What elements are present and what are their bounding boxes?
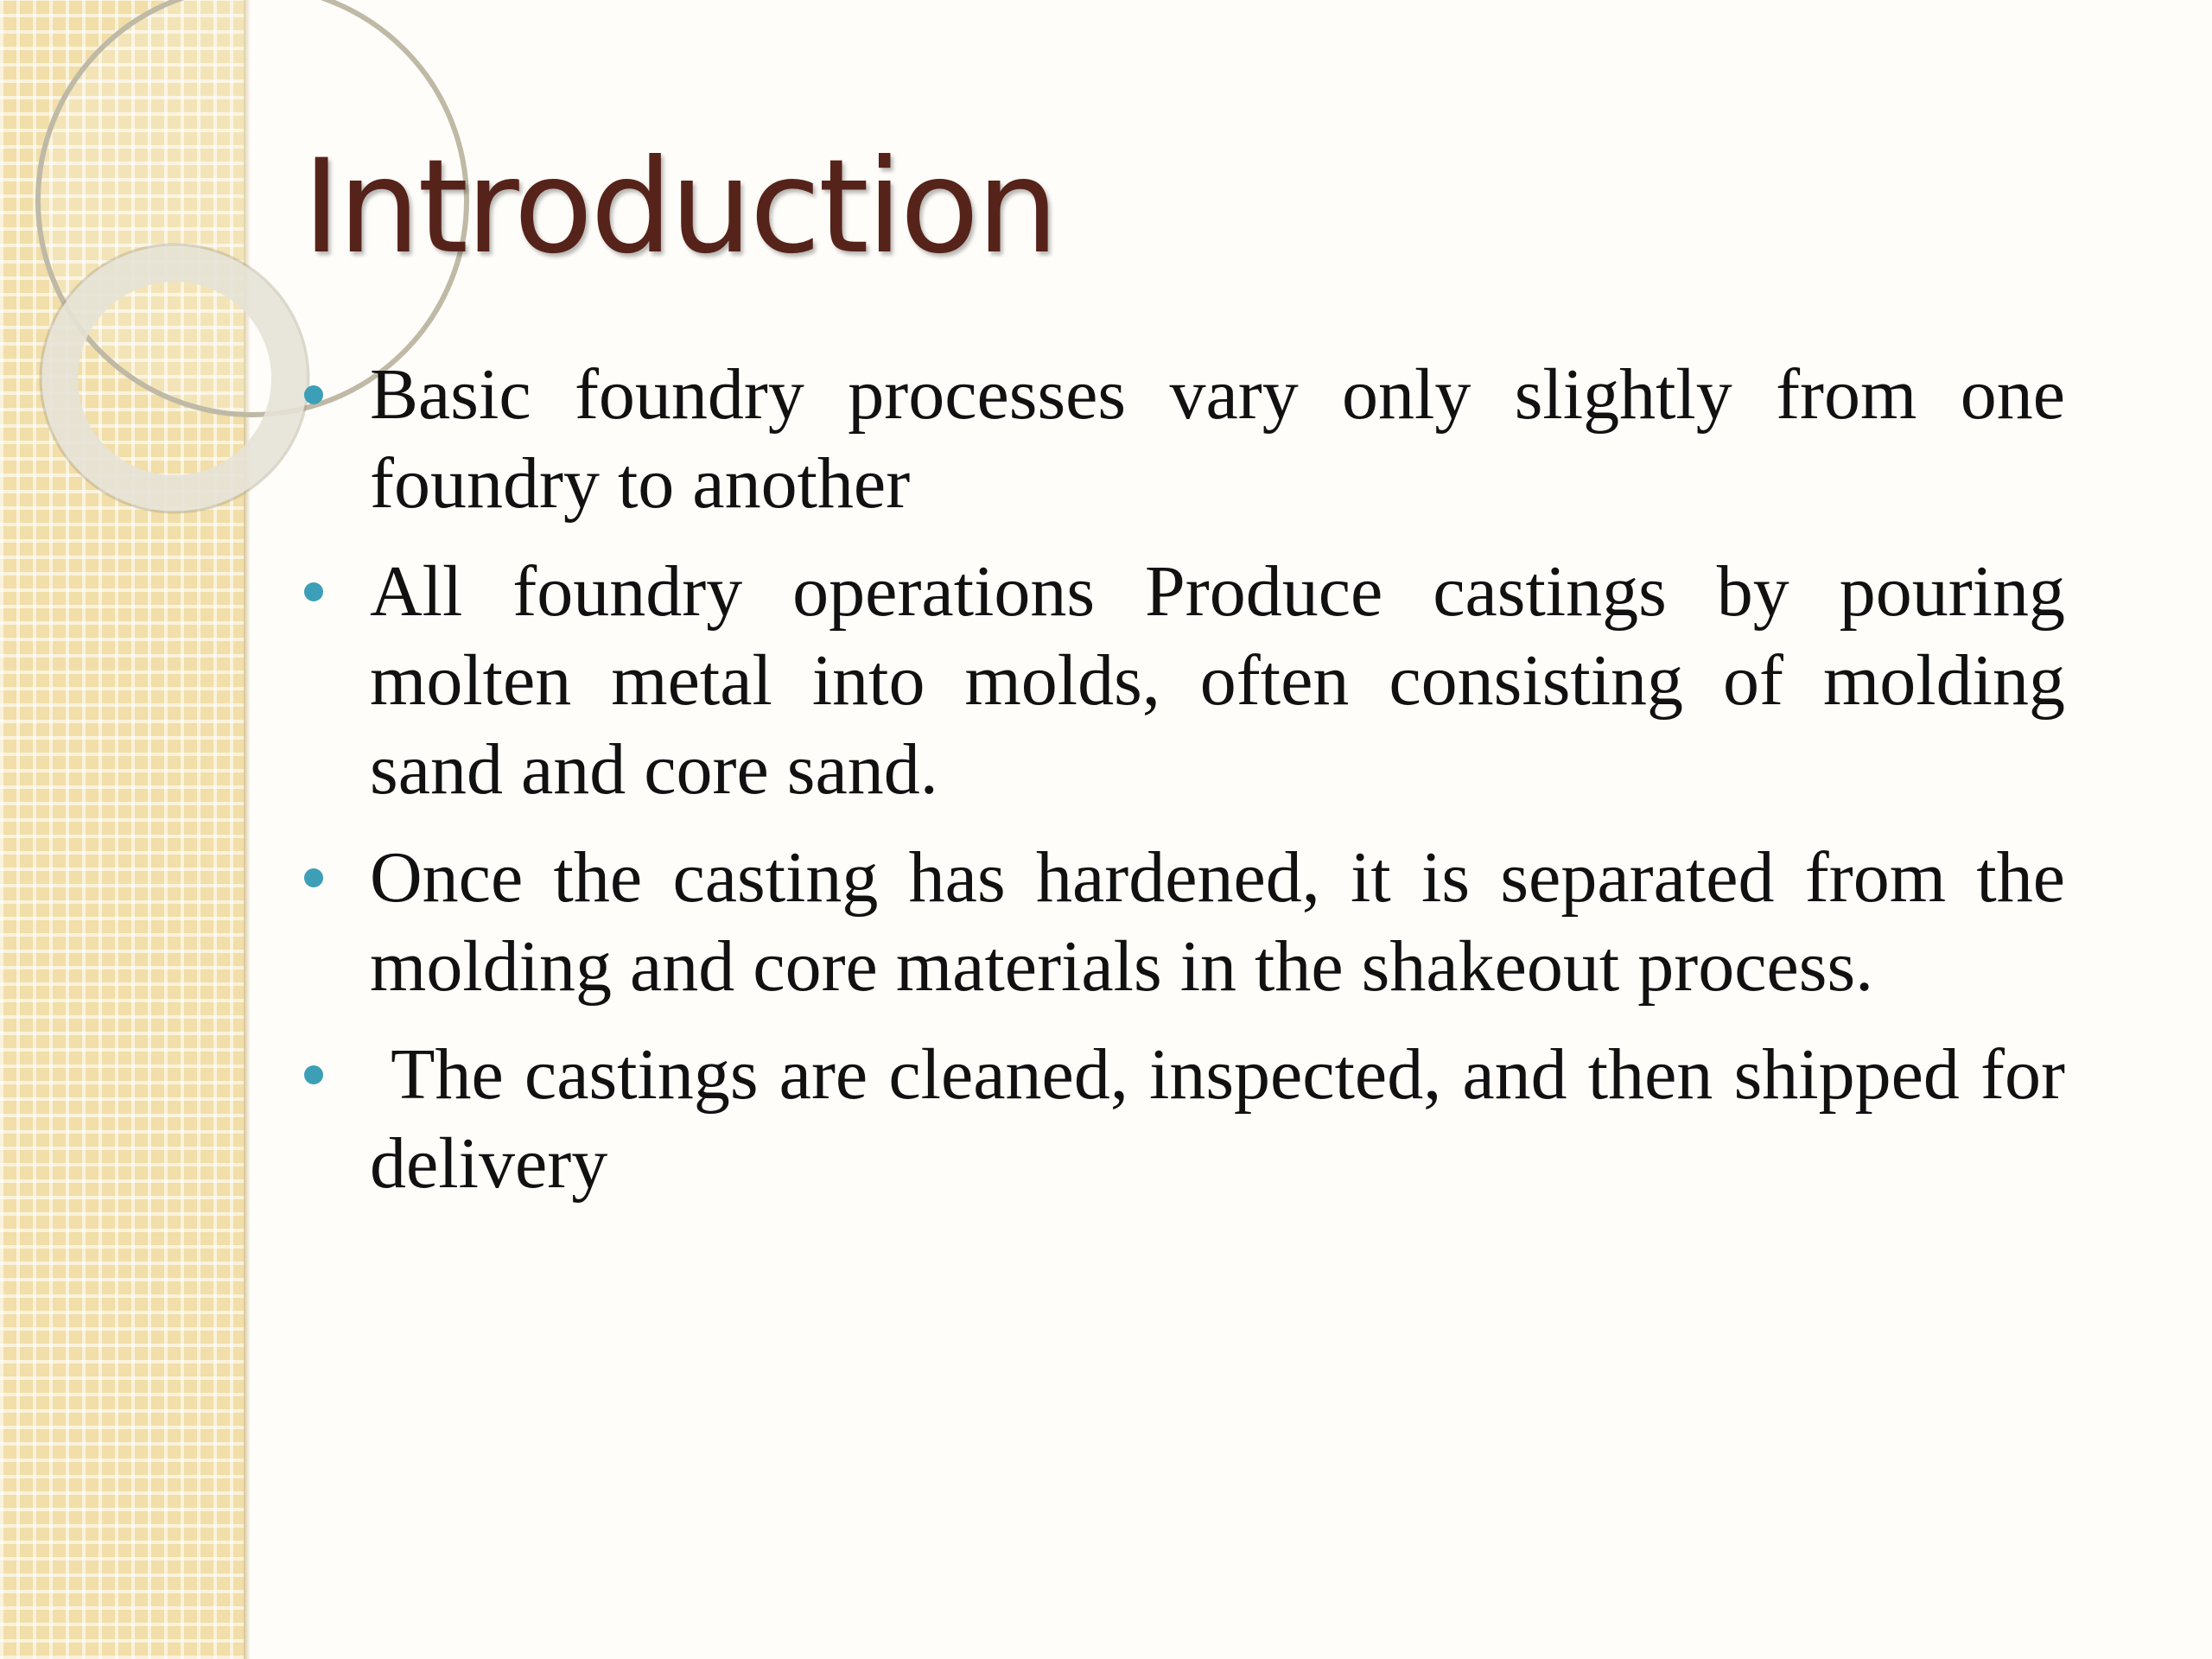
bullet-icon bbox=[304, 868, 323, 887]
bullet-icon bbox=[304, 582, 323, 601]
bullet-list bbox=[370, 350, 2083, 1227]
bullet-item bbox=[370, 1030, 2083, 1208]
bullet-item bbox=[370, 547, 2065, 814]
bullet-item bbox=[370, 833, 2065, 1011]
decorative-rings bbox=[0, 0, 363, 605]
bullet-text: Basic foundry processes vary only slightly from one foundry to another bbox=[370, 354, 2065, 524]
bullet-icon bbox=[304, 1065, 323, 1084]
bullet-text: All foundry operations Produce castings by pouring molten metal into molds, often consisting of molding sand and core sand. bbox=[370, 551, 2065, 810]
bullet-text: Once the casting has hardened, it is separated from the molding and core materials in the shakeout process. bbox=[370, 837, 2065, 1007]
bullet-icon bbox=[304, 385, 323, 404]
slide-title: Introduction bbox=[302, 132, 1057, 283]
bullet-text: The castings are cleaned, inspected, and then shipped for delivery bbox=[370, 1034, 2083, 1204]
bullet-item bbox=[370, 350, 2065, 528]
